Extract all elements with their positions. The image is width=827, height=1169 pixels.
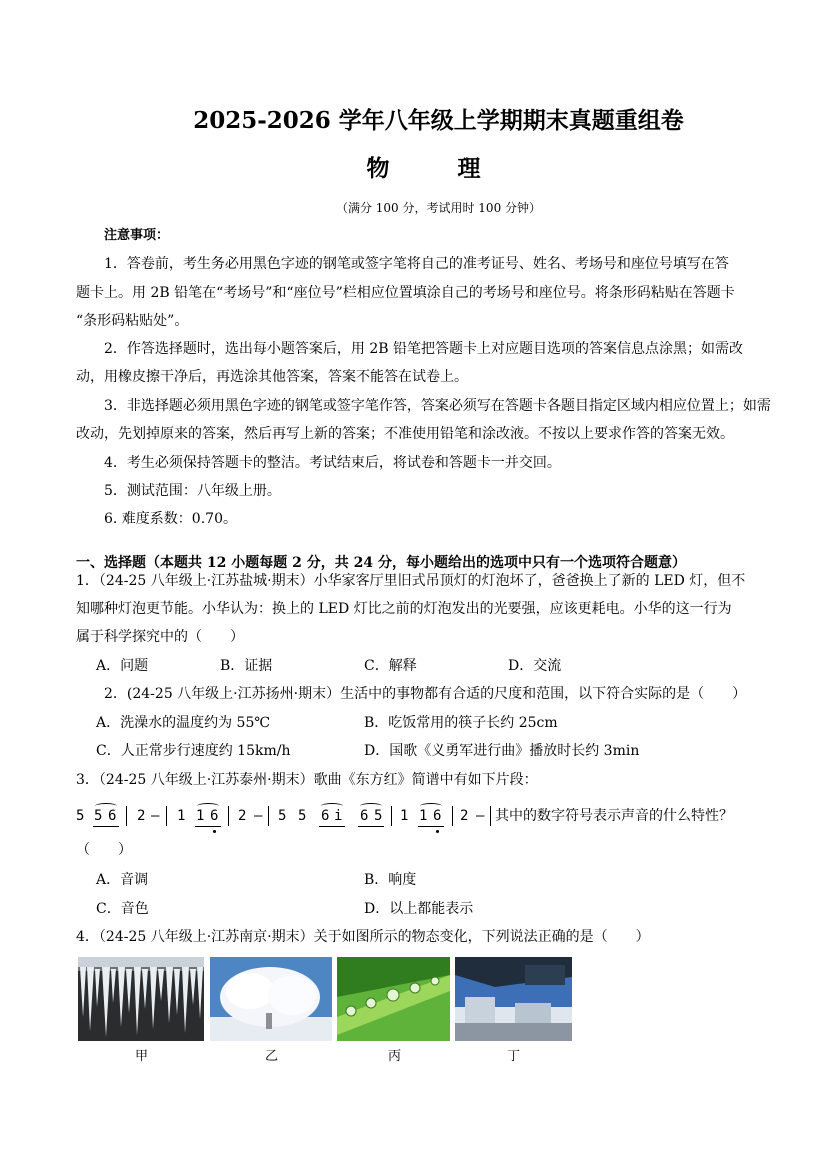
note: 6 [321, 808, 330, 824]
low-octave-dot [213, 830, 216, 833]
question-1-option: D．交流 [508, 658, 562, 674]
notice-line: 2．作答选择题时，选出每小题答案后，用 2B 铅笔把答题卡上对应题目选项的答案信息点涂黑；如需改 [104, 341, 744, 357]
question-1-option: B．证据 [220, 658, 273, 674]
notice-line: 1．答卷前，考生务必用黑色字迹的钢笔或签字笔将自己的准考证号、姓名、考场号和座位号填写在答 [104, 256, 729, 272]
note: 5 [374, 808, 383, 824]
question-2-stem: 2．(24-25 八年级上·江苏扬州·期末）生活中的事物都有合适的尺度和范围，以下符合实际的是（ ） [104, 686, 747, 702]
note: i [334, 808, 343, 824]
question-3-tail: 其中的数字符号表示声音的什么特性？ [495, 808, 733, 824]
question-2-option: B．吃饭常用的筷子长约 25cm [364, 715, 558, 731]
bar-line [391, 806, 392, 826]
note: 6 [210, 808, 219, 824]
notice-line: 4．考生必须保持答题卡的整洁。考试结束后，将试卷和答题卡一并交回。 [104, 455, 561, 471]
question-3-option: B．响度 [364, 872, 417, 888]
note: 2 [460, 808, 469, 824]
note: 5 [76, 808, 85, 824]
question-2-option: C．人正常步行速度约 15km/h [96, 743, 291, 759]
underline-mark [418, 826, 444, 827]
frost-scene-image [455, 957, 572, 1041]
note: 2 [238, 808, 247, 824]
notice-line: 题卡上。用 2B 铅笔在“考场号”和“座位号”栏相应位置填涂自己的考场号和座位号。将条形码粘贴在答题卡 [76, 285, 735, 301]
question-1-option: C．解释 [364, 658, 417, 674]
question-1-option: A．问题 [96, 658, 149, 674]
bar-line [490, 806, 491, 826]
bar-line [228, 806, 229, 826]
question-3-paren: （ ） [76, 842, 132, 858]
bar-line [166, 806, 167, 826]
note: 5 [298, 808, 307, 824]
underline-mark [93, 826, 119, 827]
note: 6 [108, 808, 117, 824]
frosted-tree-image [210, 957, 332, 1041]
slur-mark [420, 803, 442, 809]
notice-line: “条形码粘贴处”。 [76, 313, 189, 329]
notice-line: 6. 难度系数：0.70。 [104, 511, 237, 527]
question-3-stem: 3．（24-25 八年级上·江苏泰州·期末）歌曲《东方红》简谱中有如下片段： [76, 772, 538, 788]
low-octave-dot [436, 830, 439, 833]
notice-line: 5．测试范围：八年级上册。 [104, 483, 281, 499]
dew-drops-image [337, 957, 450, 1041]
notice-line: 3．非选择题必须用黑色字迹的钢笔或签字笔作答，答案必须写在答题卡各题目指定区域内相应位置上；如需 [104, 398, 771, 414]
image-caption: 丙 [388, 1049, 402, 1064]
exam-note: （满分 100 分，考试用时 100 分钟） [335, 201, 542, 215]
image-caption: 乙 [265, 1049, 279, 1064]
note: 1 [400, 808, 409, 824]
subject-title: 物 理 [366, 155, 511, 182]
question-2-option: A．洗澡水的温度约为 55℃ [96, 715, 271, 731]
exam-title: 2025-2026 学年八年级上学期期末真题重组卷 [193, 107, 684, 134]
bar-line [126, 806, 127, 826]
underline-mark [195, 826, 221, 827]
slur-mark [360, 803, 382, 809]
underline-mark [358, 826, 384, 827]
question-1-line: 1．（24-25 八年级上·江苏盐城·期末）小华家客厅里旧式吊顶灯的灯泡坏了，爸爸换上了新的 LED 灯，但不 [76, 573, 746, 589]
question-1-line: 知哪种灯泡更节能。小华认为：换上的 LED 灯比之前的灯泡发出的光要强，应该更耗电。小华的这一行为 [76, 601, 732, 617]
underline-mark [319, 826, 345, 827]
note: 6 [360, 808, 369, 824]
note: 6 [433, 808, 442, 824]
question-3-option: C．音色 [96, 901, 149, 917]
notice-heading: 注意事项： [104, 228, 170, 243]
bar-line [452, 806, 453, 826]
note: 5 [94, 808, 103, 824]
note: 1 [196, 808, 205, 824]
notice-line: 改动，先划掉原来的答案，然后再写上新的答案；不准使用铅笔和涂改液。不按以上要求作答的答案无效。 [76, 426, 734, 442]
notice-line: 动，用橡皮擦干净后，再选涂其他答案，答案不能答在试卷上。 [76, 369, 468, 385]
question-4-stem: 4．（24-25 八年级上·江苏南京·期末）关于如图所示的物态变化，下列说法正确的是（ ） [76, 929, 650, 945]
slur-mark [321, 803, 343, 809]
icicles-image [78, 957, 204, 1041]
bar-line [268, 806, 269, 826]
note: 5 [278, 808, 287, 824]
slur-mark [95, 803, 117, 809]
image-caption: 甲 [135, 1049, 149, 1064]
question-3-option: D．以上都能表示 [364, 901, 474, 917]
note: 2 [137, 808, 146, 824]
question-3-option: A．音调 [96, 872, 149, 888]
note: – [476, 808, 485, 824]
note: – [254, 808, 263, 824]
section-heading: 一、选择题（本题共 12 小题每题 2 分，共 24 分，每小题给出的选项中只有一个选项符合题意） [76, 555, 686, 571]
note: – [151, 808, 160, 824]
question-2-option: D．国歌《义勇军进行曲》播放时长约 3min [364, 743, 640, 759]
image-caption: 丁 [507, 1049, 521, 1064]
slur-mark [197, 803, 219, 809]
note: 1 [177, 808, 186, 824]
note: 1 [419, 808, 428, 824]
question-1-line: 属于科学探究中的（ ） [76, 629, 244, 645]
